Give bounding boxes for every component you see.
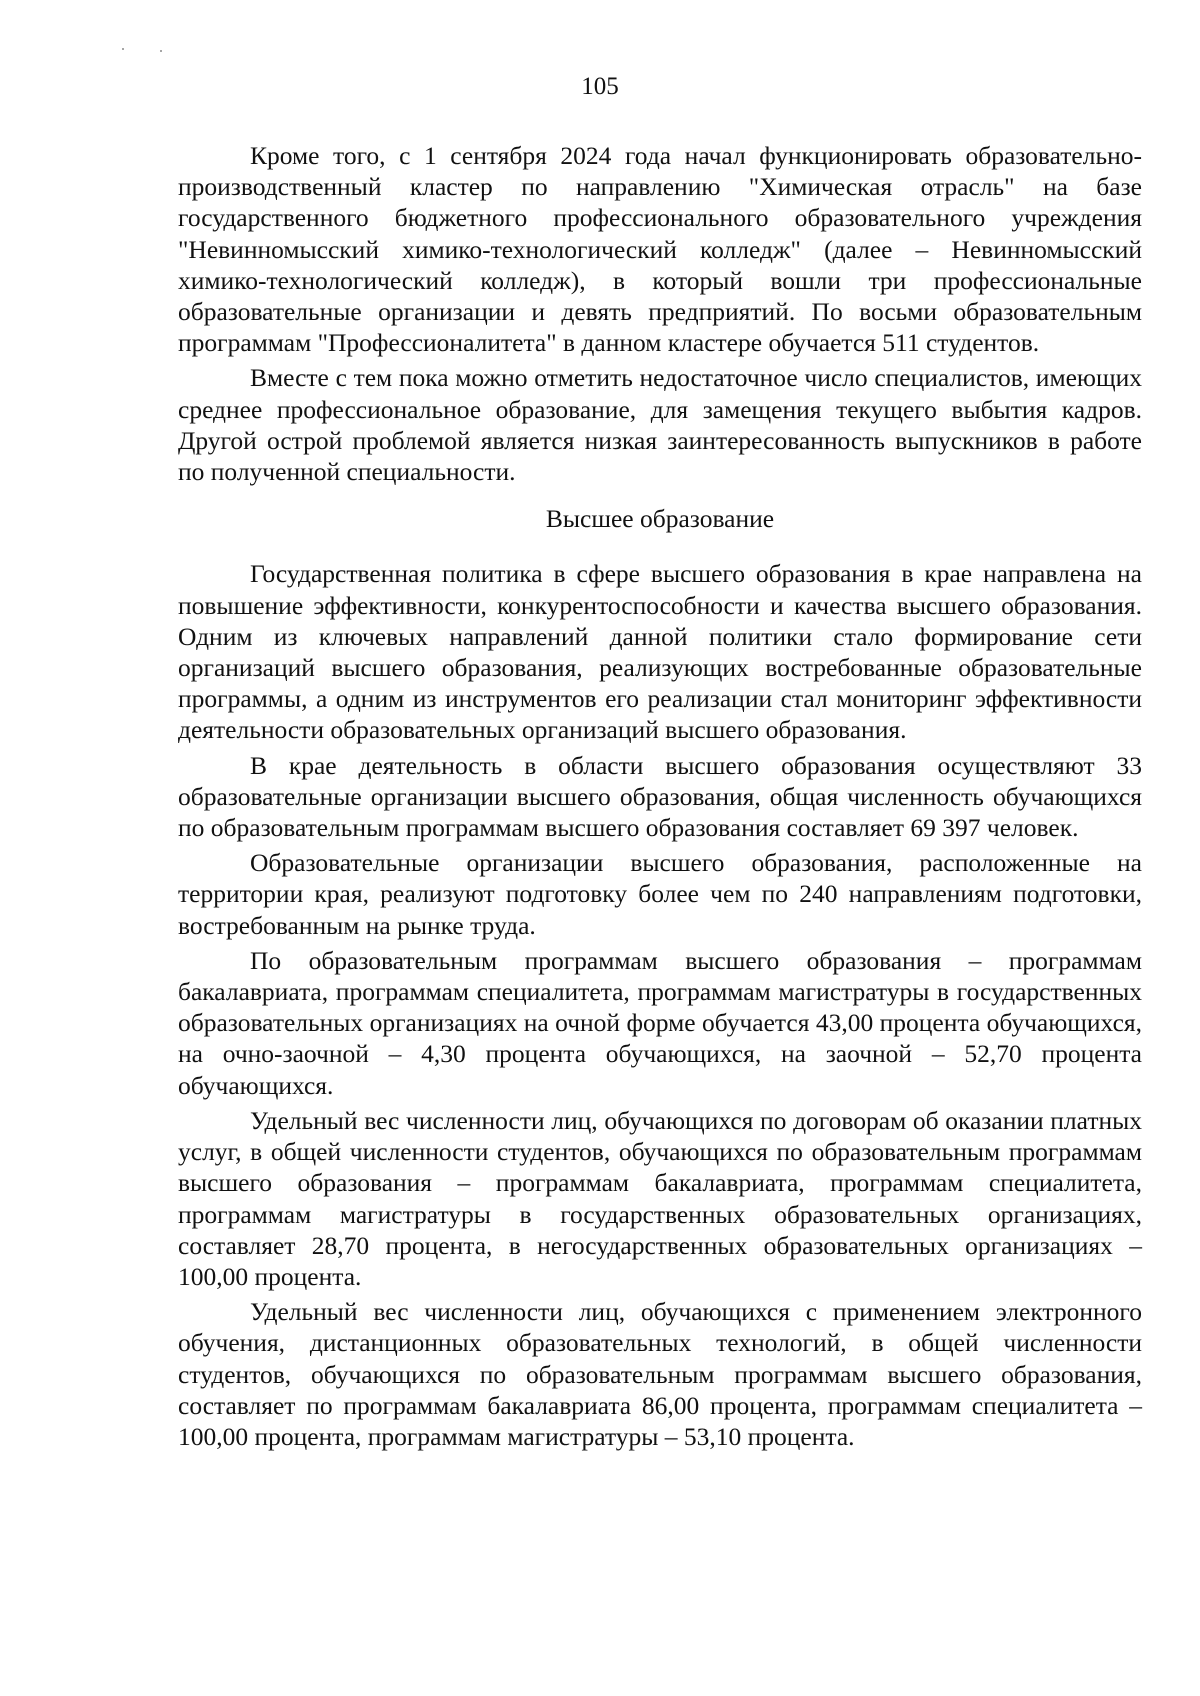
scan-speck bbox=[122, 48, 124, 50]
paragraph: Государственная политика в сфере высшего образования в крае направлена на повышение эффективности, конкурентоспособности и качества высшего образования. Одним из ключевых направлений данной политики стало формирование сети организаций высшего образования, реализующих востребованные образовательные программы, а одним из инструментов его реализации стал мониторинг эффективности деятельности образовательных организаций высшего образования. bbox=[178, 559, 1142, 745]
paragraph: В крае деятельность в области высшего образования осуществляют 33 образовательные организации высшего образования, общая численность обучающихся по образовательным программам высшего образования составляет 69 397 человек. bbox=[178, 750, 1142, 843]
paragraph: По образовательным программам высшего образования – программам бакалавриата, программам специалитета, программам магистратуры в государственных образовательных организациях на очной форме обучается 43,00 процента обучающихся, на очно-заочной – 4,30 процента обучающихся, на заочной – 52,70 процента обучающихся. bbox=[178, 945, 1142, 1100]
document-body bbox=[178, 140, 1142, 1456]
section-heading: Высшее образование bbox=[545, 504, 775, 534]
page-number: 105 bbox=[581, 73, 619, 100]
scan-speck bbox=[160, 50, 162, 52]
paragraph: Удельный вес численности лиц, обучающихся по договорам об оказании платных услуг, в общей численности студентов, обучающихся по образовательным программам высшего образования – программам бакалавриата, программам специалитета, программам магистратуры в государственных образовательных организациях, составляет 28,70 процента, в негосударственных образовательных организациях – 100,00 процента. bbox=[178, 1105, 1142, 1291]
paragraph: Образовательные организации высшего образования, расположенные на территории края, реализуют подготовку более чем по 240 направлениям подготовки, востребованным на рынке труда. bbox=[178, 848, 1142, 940]
paragraph: Удельный вес численности лиц, обучающихся с применением электронного обучения, дистанционных образовательных технологий, в общей численности студентов, обучающихся по образовательным программам высшего образования, составляет по программам бакалавриата 86,00 процента, программам специалитета – 100,00 процента, программам магистратуры – 53,10 процента. bbox=[178, 1297, 1142, 1451]
paragraph: Кроме того, с 1 сентября 2024 года начал функционировать образовательно-производственный кластер по направлению "Химическая отрасль" на базе государственного бюджетного профессионального образовательного учреждения "Невинномысский химико-технологический колледж" (далее – Невинномысский химико-технологический колледж), в который вошли три профессиональные образовательные организации и девять предприятий. По восьми образовательным программам "Профессионалитета" в данном кластере обучается 511 студентов. bbox=[178, 141, 1142, 358]
paragraph: Вместе с тем пока можно отметить недостаточное число специалистов, имеющих среднее профессиональное образование, для замещения текущего выбытия кадров. Другой острой проблемой является низкая заинтересованность выпускников в работе по полученной специальности. bbox=[178, 363, 1142, 487]
